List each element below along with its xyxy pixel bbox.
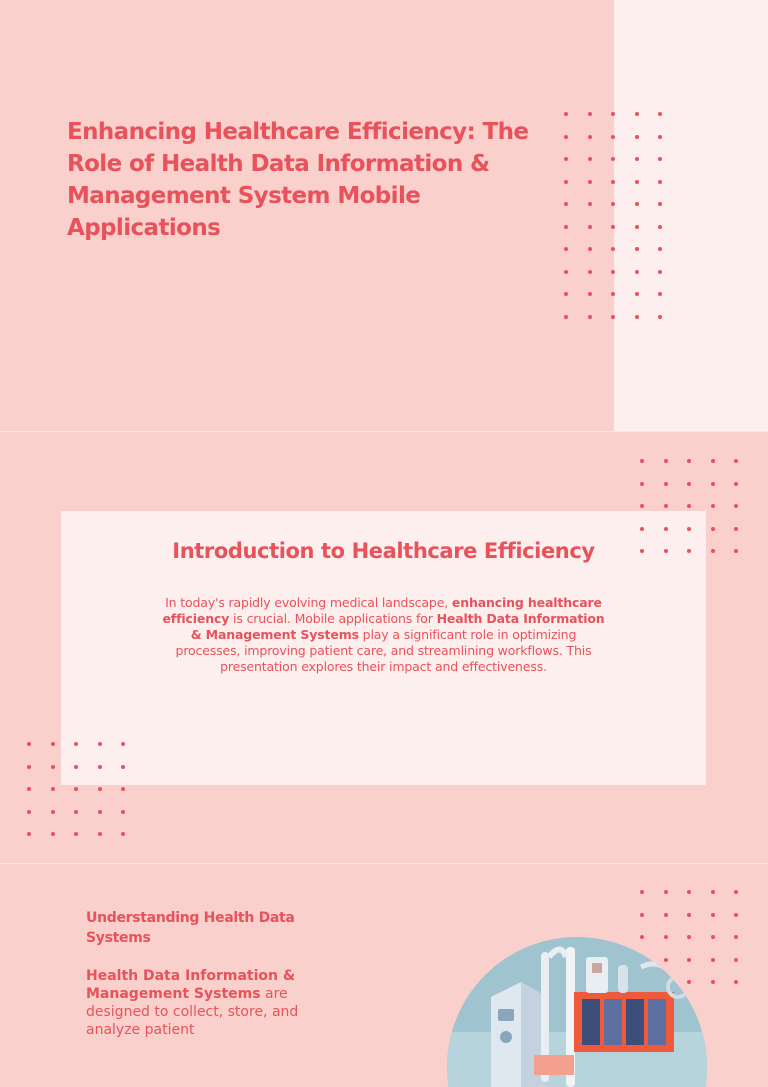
section-title: Understanding Health Data Systems [86, 910, 295, 946]
dot [27, 810, 31, 814]
dot [51, 765, 55, 769]
dot [611, 180, 615, 184]
dot [98, 765, 102, 769]
dot [74, 742, 78, 746]
dot [564, 315, 568, 319]
dot [588, 270, 592, 274]
dot [564, 202, 568, 206]
dot [687, 459, 691, 463]
dot-pattern [564, 112, 662, 319]
dot [658, 270, 662, 274]
dot [734, 980, 738, 984]
dot [588, 247, 592, 251]
dot [611, 112, 615, 116]
dot [711, 980, 715, 984]
dot [658, 247, 662, 251]
dot [611, 247, 615, 251]
dot [640, 549, 644, 553]
dot [687, 549, 691, 553]
dot [564, 270, 568, 274]
dot [588, 292, 592, 296]
intro-slide [0, 432, 768, 863]
dot [658, 157, 662, 161]
dot [658, 112, 662, 116]
dot [27, 787, 31, 791]
dot [121, 810, 125, 814]
dot [27, 832, 31, 836]
dot [711, 890, 715, 894]
dot [564, 112, 568, 116]
dot [635, 292, 639, 296]
dot [98, 810, 102, 814]
dot [611, 270, 615, 274]
dot [711, 958, 715, 962]
title-slide [0, 0, 768, 431]
medical-equipment-illustration [446, 937, 708, 1087]
dot [711, 504, 715, 508]
dot [588, 202, 592, 206]
dot [588, 180, 592, 184]
dot [51, 742, 55, 746]
dot [588, 157, 592, 161]
dot [74, 832, 78, 836]
dot [121, 787, 125, 791]
dot [711, 549, 715, 553]
dot [635, 112, 639, 116]
dot [734, 504, 738, 508]
dot [664, 504, 668, 508]
dot [658, 180, 662, 184]
dot [98, 742, 102, 746]
dot [734, 459, 738, 463]
dot [635, 270, 639, 274]
dot-pattern [640, 459, 738, 553]
dot [564, 225, 568, 229]
dot [588, 112, 592, 116]
dot [611, 225, 615, 229]
dot [658, 225, 662, 229]
dot [98, 832, 102, 836]
dot [121, 742, 125, 746]
dot [74, 787, 78, 791]
dot [640, 913, 644, 917]
dot [658, 202, 662, 206]
dot [734, 935, 738, 939]
dot [635, 180, 639, 184]
bold-text: Health Data Information & Management Systems [190, 611, 605, 642]
dot [664, 459, 668, 463]
dot [51, 787, 55, 791]
dot [27, 765, 31, 769]
dot [734, 890, 738, 894]
dot [711, 459, 715, 463]
dot [564, 157, 568, 161]
body-text: are designed to collect, store, and analyze patient [86, 986, 299, 1038]
dot [564, 135, 568, 139]
dot [658, 292, 662, 296]
dot [564, 180, 568, 184]
dot [658, 135, 662, 139]
dot [640, 527, 644, 531]
dot [687, 482, 691, 486]
systems-slide [0, 864, 768, 1038]
dot [734, 482, 738, 486]
dot [74, 810, 78, 814]
dot [658, 315, 662, 319]
dot [640, 504, 644, 508]
dot [611, 315, 615, 319]
dot-pattern [27, 742, 125, 836]
dot [588, 225, 592, 229]
intro-title: Introduction to Healthcare Efficiency [172, 539, 595, 563]
dot [664, 890, 668, 894]
dot [611, 292, 615, 296]
dot [27, 742, 31, 746]
dot [687, 913, 691, 917]
body-text: In today's rapidly evolving medical landscape, [165, 595, 452, 610]
dot [564, 292, 568, 296]
dot [564, 247, 568, 251]
dot [711, 482, 715, 486]
dot [711, 935, 715, 939]
dot [640, 459, 644, 463]
dot [635, 247, 639, 251]
dot [51, 832, 55, 836]
dot [664, 913, 668, 917]
dot [711, 913, 715, 917]
dot [611, 157, 615, 161]
body-text: is crucial. Mobile applications for [229, 611, 437, 626]
dot [635, 202, 639, 206]
dot [734, 913, 738, 917]
dot [711, 527, 715, 531]
dot [640, 890, 644, 894]
dot [687, 527, 691, 531]
dot [611, 135, 615, 139]
dot [664, 549, 668, 553]
dot [121, 765, 125, 769]
dot [635, 135, 639, 139]
dot [588, 315, 592, 319]
dot [611, 202, 615, 206]
dot [734, 958, 738, 962]
dot [664, 482, 668, 486]
dot [734, 527, 738, 531]
dot [635, 157, 639, 161]
dot [51, 810, 55, 814]
dot [687, 890, 691, 894]
dot [687, 504, 691, 508]
intro-body [157, 595, 610, 675]
dot [121, 832, 125, 836]
dot [640, 482, 644, 486]
body-text: play a significant role in optimizing processes, improving patient care, and streamlining workflows. This presentation explores their impact and effectiveness. [175, 627, 592, 674]
presentation-title: Enhancing Healthcare Efficiency: The Role of Health Data Information & Management System Mobile Applications [67, 119, 529, 241]
dot [635, 225, 639, 229]
dot [98, 787, 102, 791]
bold-text: Health Data Information & Management Systems [86, 968, 296, 1002]
dot [588, 135, 592, 139]
dot [734, 549, 738, 553]
dot [635, 315, 639, 319]
bold-text: enhancing healthcare efficiency [162, 595, 602, 626]
section-body [86, 967, 356, 1039]
dot [74, 765, 78, 769]
intro-card [61, 511, 706, 785]
dot [664, 527, 668, 531]
